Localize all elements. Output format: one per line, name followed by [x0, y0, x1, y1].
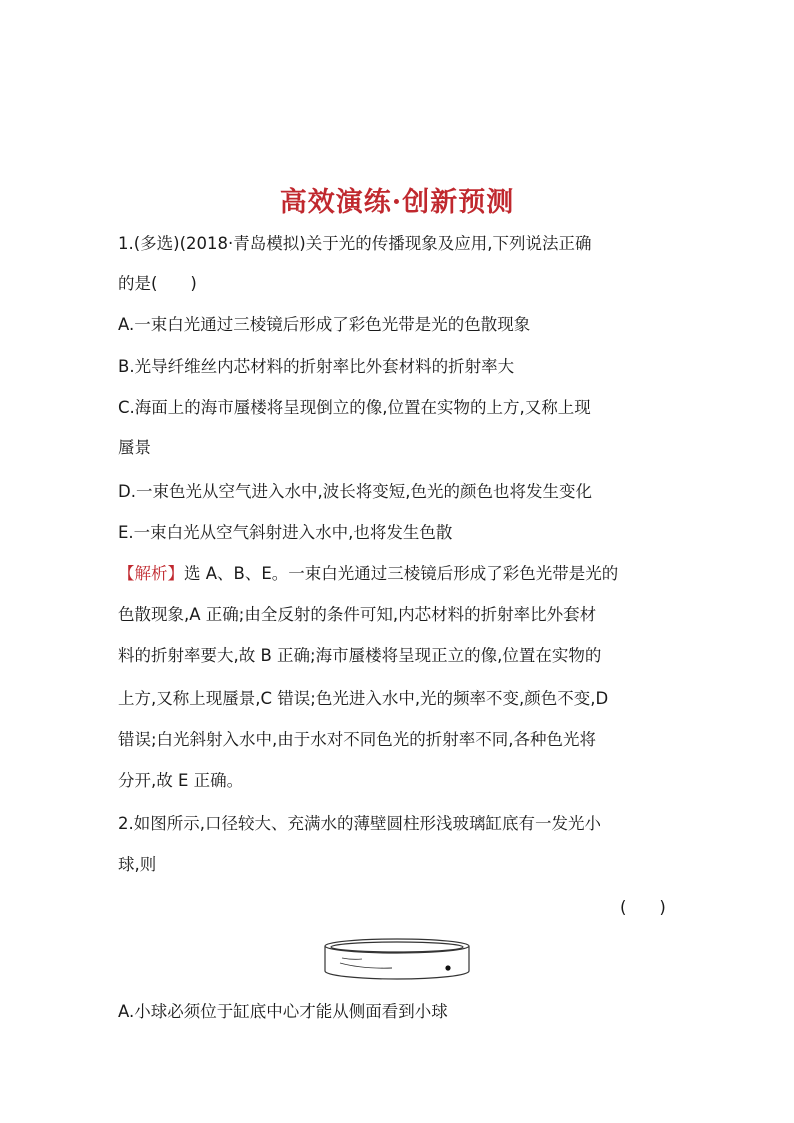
question-2-stem-line-2: 球,则 — [118, 855, 157, 874]
page-title: 高效演练·创新预测 — [279, 187, 515, 218]
question-2-stem-line-1: 2.如图所示,口径较大、充满水的薄壁圆柱形浅玻璃缸底有一发光小 — [118, 814, 601, 833]
glowing-ball — [445, 965, 450, 970]
question-1-stem-line-1: 1.(多选)(2018·青岛模拟)关于光的传播现象及应用,下列说法正确 — [118, 234, 592, 253]
question-1-option-c-line-2: 蜃景 — [118, 438, 151, 457]
analysis-line-4: 上方,又称上现蜃景,C 错误;色光进入水中,光的频率不变,颜色不变,D — [118, 689, 609, 708]
question-1-option-a: A.一束白光通过三棱镜后形成了彩色光带是光的色散现象 — [118, 315, 531, 334]
analysis-line-5: 错误;白光斜射入水中,由于水对不同色光的折射率不同,各种色光将 — [118, 730, 597, 749]
tank-rim-inner — [331, 942, 463, 952]
analysis-tag: 【解析】 — [118, 564, 184, 583]
glass-tank-figure — [322, 935, 472, 985]
water-ripple-line — [340, 963, 392, 968]
analysis-line-3: 料的折射率要大,故 B 正确;海市蜃楼将呈现正立的像,位置在实物的 — [118, 646, 602, 665]
analysis-line-1 — [118, 563, 618, 585]
question-1-option-e: E.一束白光从空气斜射进入水中,也将发生色散 — [118, 523, 453, 542]
question-2-option-a: A.小球必须位于缸底中心才能从侧面看到小球 — [118, 1002, 448, 1021]
tank-bottom-edge — [325, 971, 469, 979]
water-ripple-line — [342, 958, 362, 959]
tank-rim-outer — [325, 939, 469, 953]
analysis-line-6: 分开,故 E 正确。 — [118, 771, 244, 790]
question-1-stem-line-2: 的是( ) — [118, 274, 197, 293]
question-1-option-d: D.一束色光从空气进入水中,波长将变短,色光的颜色也将发生变化 — [118, 482, 592, 501]
question-1-option-b: B.光导纤维丝内芯材料的折射率比外套材料的折射率大 — [118, 357, 515, 376]
question-2-answer-paren: ( ) — [620, 898, 666, 917]
analysis-line-1-text: 选 A、B、E。一束白光通过三棱镜后形成了彩色光带是光的 — [184, 564, 619, 583]
question-1-option-c-line-1: C.海面上的海市蜃楼将呈现倒立的像,位置在实物的上方,又称上现 — [118, 398, 591, 417]
analysis-line-2: 色散现象,A 正确;由全反射的条件可知,内芯材料的折射率比外套材 — [118, 605, 597, 624]
